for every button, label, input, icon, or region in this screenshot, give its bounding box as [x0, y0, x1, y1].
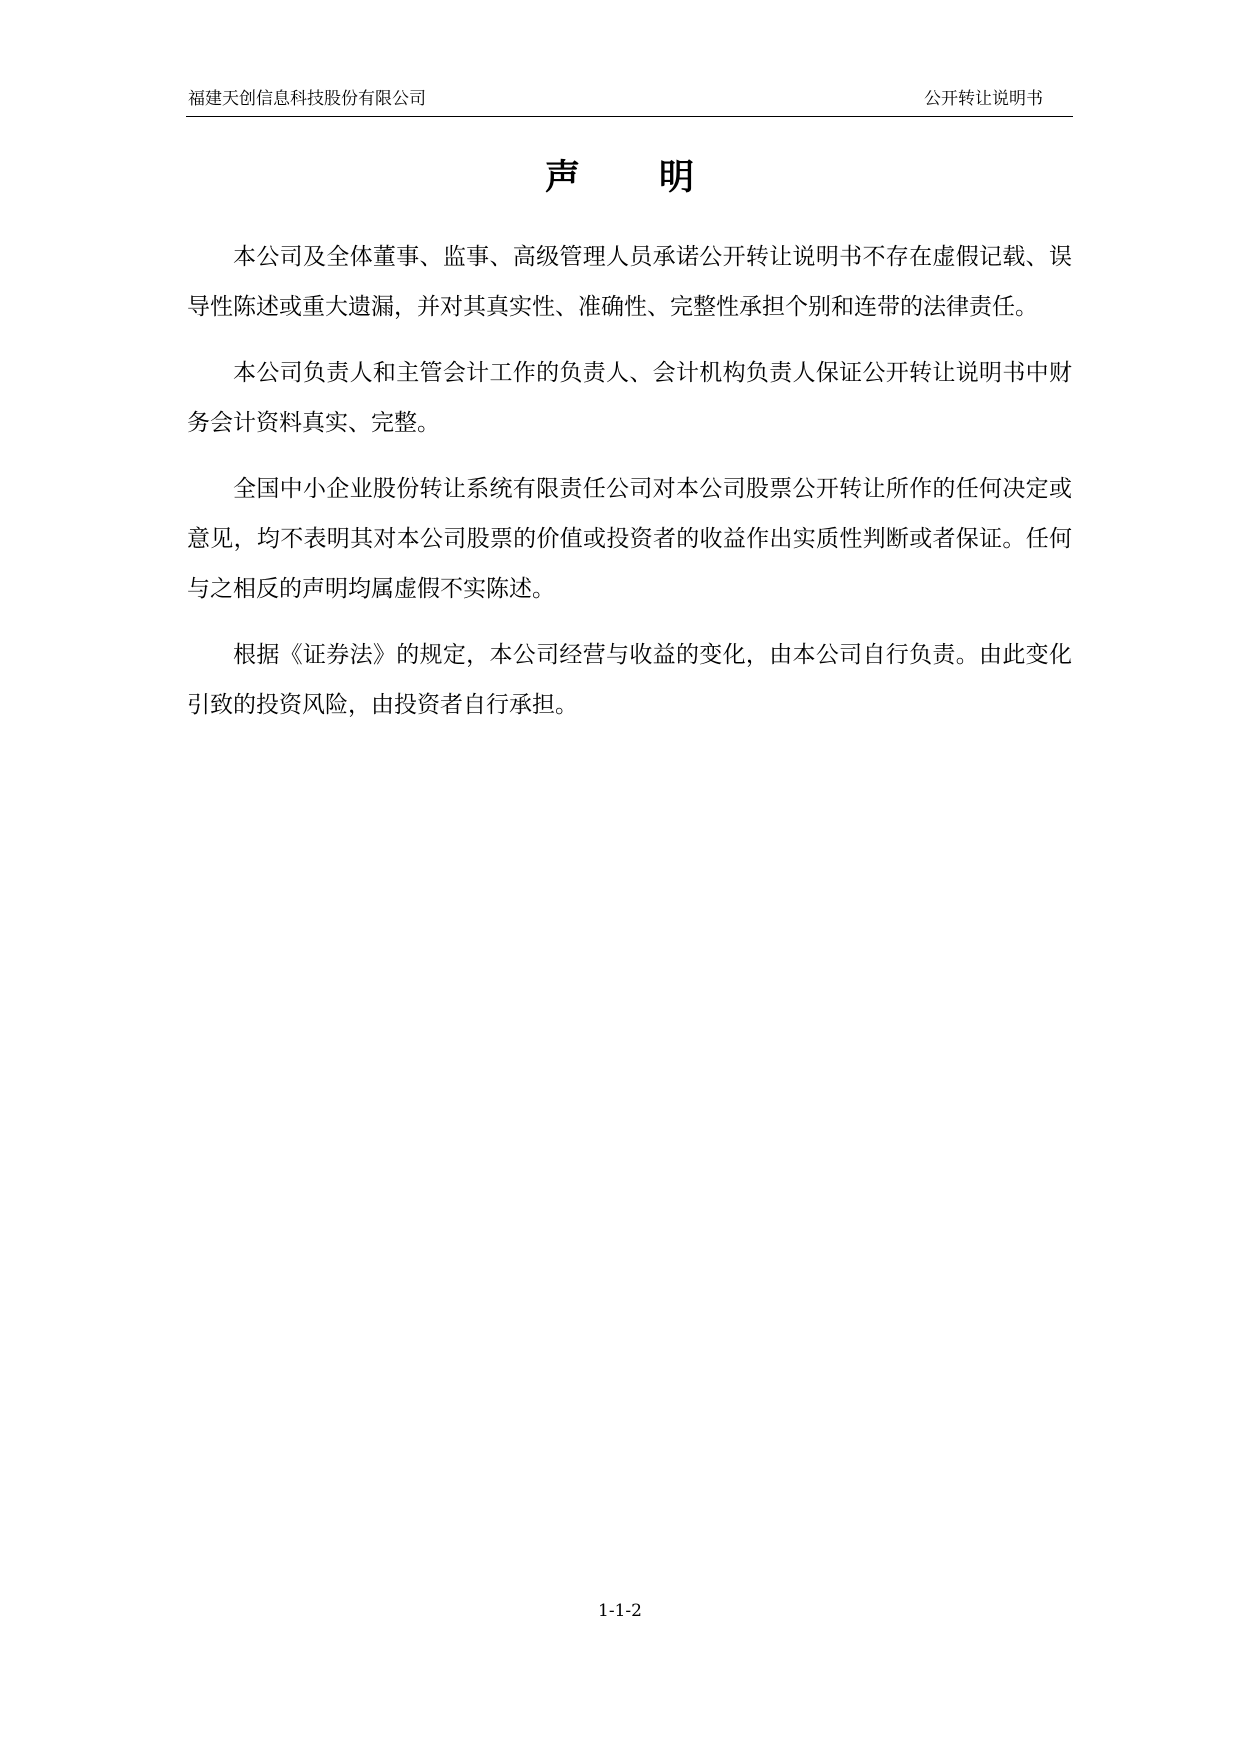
statement-body [187, 232, 1072, 746]
statement-paragraph-2: 本公司负责人和主管会计工作的负责人、会计机构负责人保证公开转让说明书中财务会计资料真实、完整。 [187, 360, 1072, 436]
header-company-name: 福建天创信息科技股份有限公司 [188, 89, 426, 109]
title-char-2: 明 [659, 158, 696, 198]
statement-paragraph-3: 全国中小企业股份转让系统有限责任公司对本公司股票公开转让所作的任何决定或意见，均不表明其对本公司股票的价值或投资者的收益作出实质性判断或者保证。任何与之相反的声明均属虚假不实陈述。 [187, 476, 1072, 602]
statement-paragraph-1: 本公司及全体董事、监事、高级管理人员承诺公开转让说明书不存在虚假记载、误导性陈述或重大遗漏，并对其真实性、准确性、完整性承担个别和连带的法律责任。 [187, 244, 1072, 320]
page-number: 1-1-2 [598, 1601, 642, 1621]
page-title [0, 154, 1240, 202]
header-document-type: 公开转让说明书 [924, 89, 1043, 109]
page-header [186, 86, 1073, 117]
statement-paragraph-4: 根据《证券法》的规定，本公司经营与收益的变化，由本公司自行负责。由此变化引致的投资风险，由投资者自行承担。 [187, 642, 1072, 718]
title-char-1: 声 [544, 158, 581, 198]
